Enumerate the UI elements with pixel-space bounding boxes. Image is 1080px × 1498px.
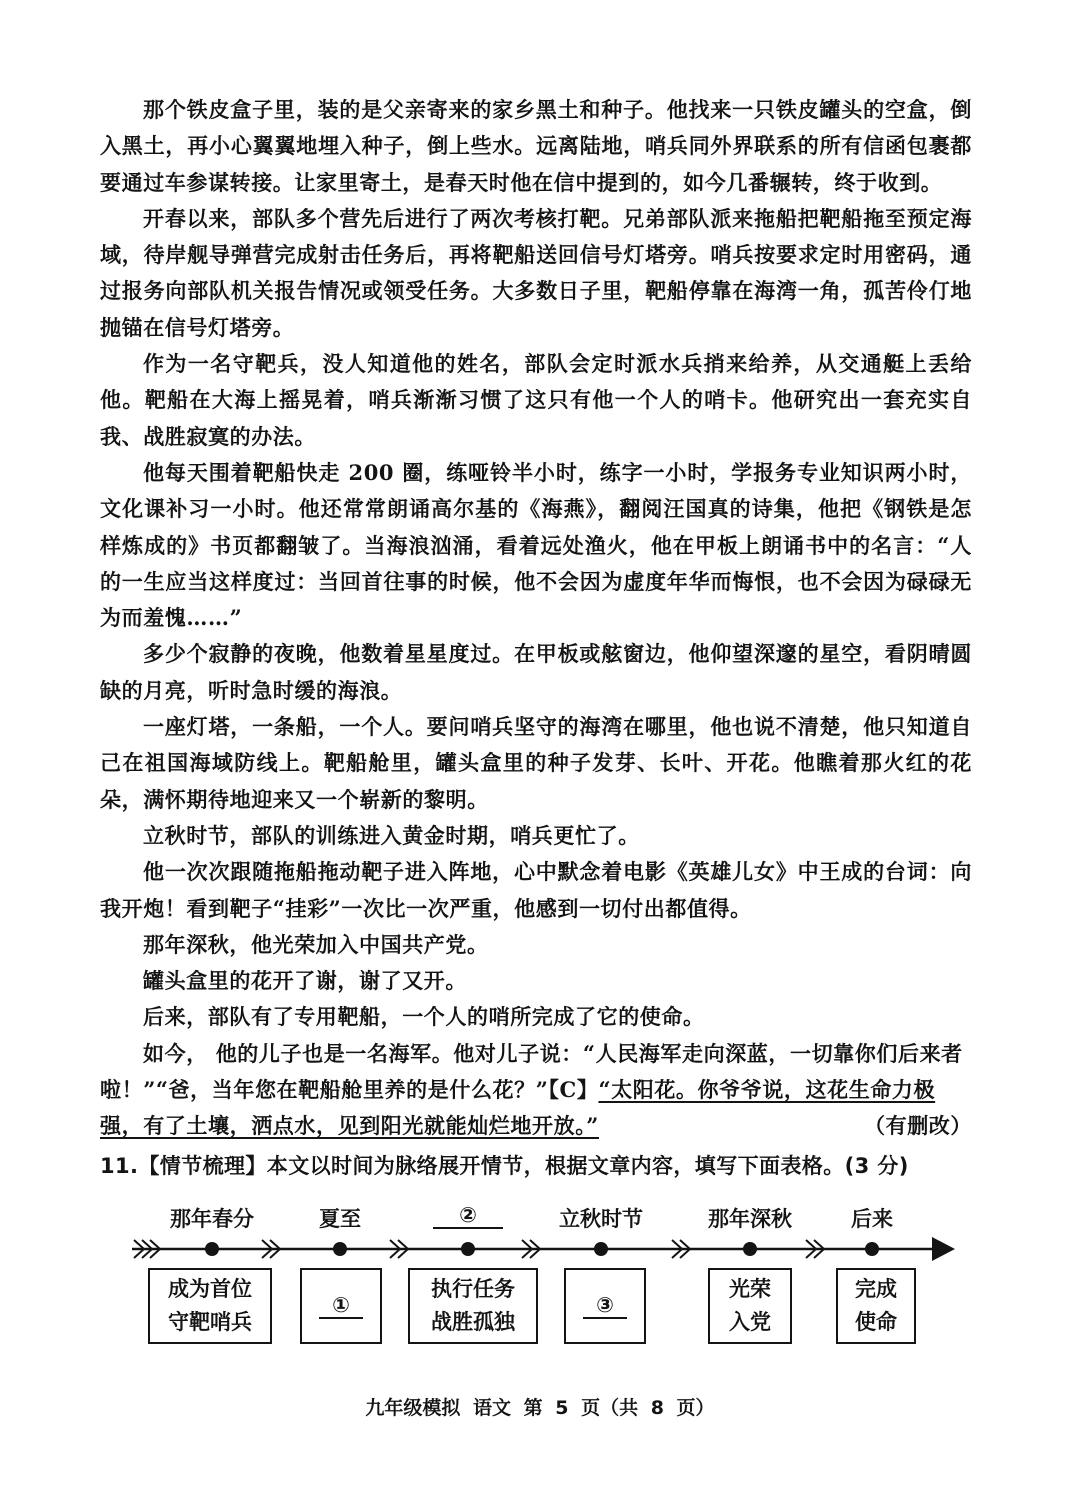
paragraph: 那年深秋，他光荣加入中国共产党。: [143, 931, 489, 957]
timeline-node: [865, 1242, 879, 1256]
final-paragraph-text: 如今， 他的儿子也是一名海军。他对儿子说：“人民海军走向深蓝，一切靠你们后来者啦！”“爸，当年您在靶船舱里养的是什么花？”【C】: [100, 1040, 963, 1103]
question-11: 11.【情节梳理】本文以时间为脉络展开情节，根据文章内容，填写下面表格。(3 分): [100, 1154, 909, 1178]
answer-box-1[interactable]: [300, 1268, 382, 1344]
timeline-axis: [120, 1225, 970, 1261]
paragraph: 多少个寂静的夜晚，他数着星星度过。在甲板或舷窗边，他仰望深邃的星空，看阴晴圆缺的月亮，听时急时缓的海浪。: [100, 641, 972, 703]
event-text: 执行任务 战胜孤独: [431, 1277, 515, 1334]
timeline-label: 夏至: [319, 1207, 361, 1231]
timeline-label: 立秋时节: [559, 1207, 643, 1231]
timeline-node: [743, 1242, 757, 1256]
answer-blank-3[interactable]: ③: [583, 1293, 627, 1319]
event-box: [708, 1268, 792, 1344]
paragraph: 他每天围着靶船快走 200 圈，练哑铃半小时，练字一小时，学报务专业知识两小时，文化课补习一小时。他还常常朗诵高尔基的《海燕》，翻阅汪国真的诗集，他把《钢铁是怎样炼成的》书页都翻皱了。当海浪汹涌，看着远处渔火，他在甲板上朗诵书中的名言：“人的一生应当这样度过：当回首往事的时候，他不会因为虚度年华而悔恨，也不会因为碌碌无为而羞愧……”: [100, 459, 972, 631]
event-text: 光荣 入党: [729, 1277, 771, 1334]
event-text: 完成 使命: [855, 1277, 897, 1334]
answer-blank-1[interactable]: ①: [319, 1293, 363, 1319]
page-footer: 九年级模拟 语文 第 5 页（共 8 页）: [365, 1397, 715, 1419]
timeline-node: [594, 1242, 608, 1256]
timeline-node: [461, 1242, 475, 1256]
paragraph: 那个铁皮盒子里，装的是父亲寄来的家乡黑土和种子。他找来一只铁皮罐头的空盒，倒入黑土，再小心翼翼地埋入种子，倒上些水。远离陆地，哨兵同外界联系的所有信函包裹都要通过车参谋转接。让家里寄土，是春天时他在信中提到的，如今几番辗转，终于收到。: [100, 97, 972, 195]
timeline-label: 后来: [851, 1207, 893, 1231]
edit-note: （有删改）: [864, 1113, 972, 1139]
plot-timeline: [120, 1195, 970, 1365]
answer-blank-2[interactable]: ②: [433, 1203, 503, 1229]
event-box: [836, 1268, 916, 1344]
timeline-node: [205, 1242, 219, 1256]
event-box: [148, 1268, 272, 1344]
paragraph: 他一次次跟随拖船拖动靶子进入阵地，心中默念着电影《英雄儿女》中王成的台词：向我开炮！看到靶子“挂彩”一次比一次严重，他感到一切付出都值得。: [100, 859, 972, 921]
underlined-sentence: “太阳花。你爷爷说，这花生命力极强，有了土壤，洒点水，见到阳光就能灿烂地开放。”: [100, 1077, 936, 1139]
event-box: [408, 1268, 538, 1344]
paragraph: 立秋时节，部队的训练进入黄金时期，哨兵更忙了。: [143, 822, 640, 848]
paragraph: 开春以来，部队多个营先后进行了两次考核打靶。兄弟部队派来拖船把靶船拖至预定海域，待岸舰导弹营完成射击任务后，再将靶船送回信号灯塔旁。哨兵按要求定时用密码，通过报务向部队机关报告情况或领受任务。大多数日子里，靶船停靠在海湾一角，孤苦伶仃地抛锚在信号灯塔旁。: [100, 205, 972, 340]
paragraph: 作为一名守靶兵，没人知道他的姓名，部队会定时派水兵捎来给养，从交通艇上丢给他。靶船在大海上摇晃着，哨兵渐渐习惯了这只有他一个人的哨卡。他研究出一套充实自我、战胜寂寞的办法。: [100, 351, 972, 449]
answer-box-3[interactable]: [564, 1268, 646, 1344]
timeline-node: [333, 1242, 347, 1256]
axis-arrowhead: [932, 1237, 955, 1261]
reading-passage: [100, 92, 972, 1145]
event-text: 成为首位 守靶哨兵: [168, 1277, 252, 1334]
timeline-label: 那年深秋: [708, 1207, 792, 1231]
final-paragraph: [100, 1036, 972, 1145]
paragraph: 后来，部队有了专用靶船，一个人的哨所完成了它的使命。: [143, 1004, 705, 1030]
paragraph: 一座灯塔，一条船，一个人。要问哨兵坚守的海湾在哪里，他也说不清楚，他只知道自己在祖国海域防线上。靶船舱里，罐头盒里的种子发芽、长叶、开花。他瞧着那火红的花朵，满怀期待地迎来又一个崭新的黎明。: [100, 714, 972, 812]
paragraph: 罐头盒里的花开了谢，谢了又开。: [143, 968, 467, 994]
timeline-label: 那年春分: [170, 1207, 254, 1231]
